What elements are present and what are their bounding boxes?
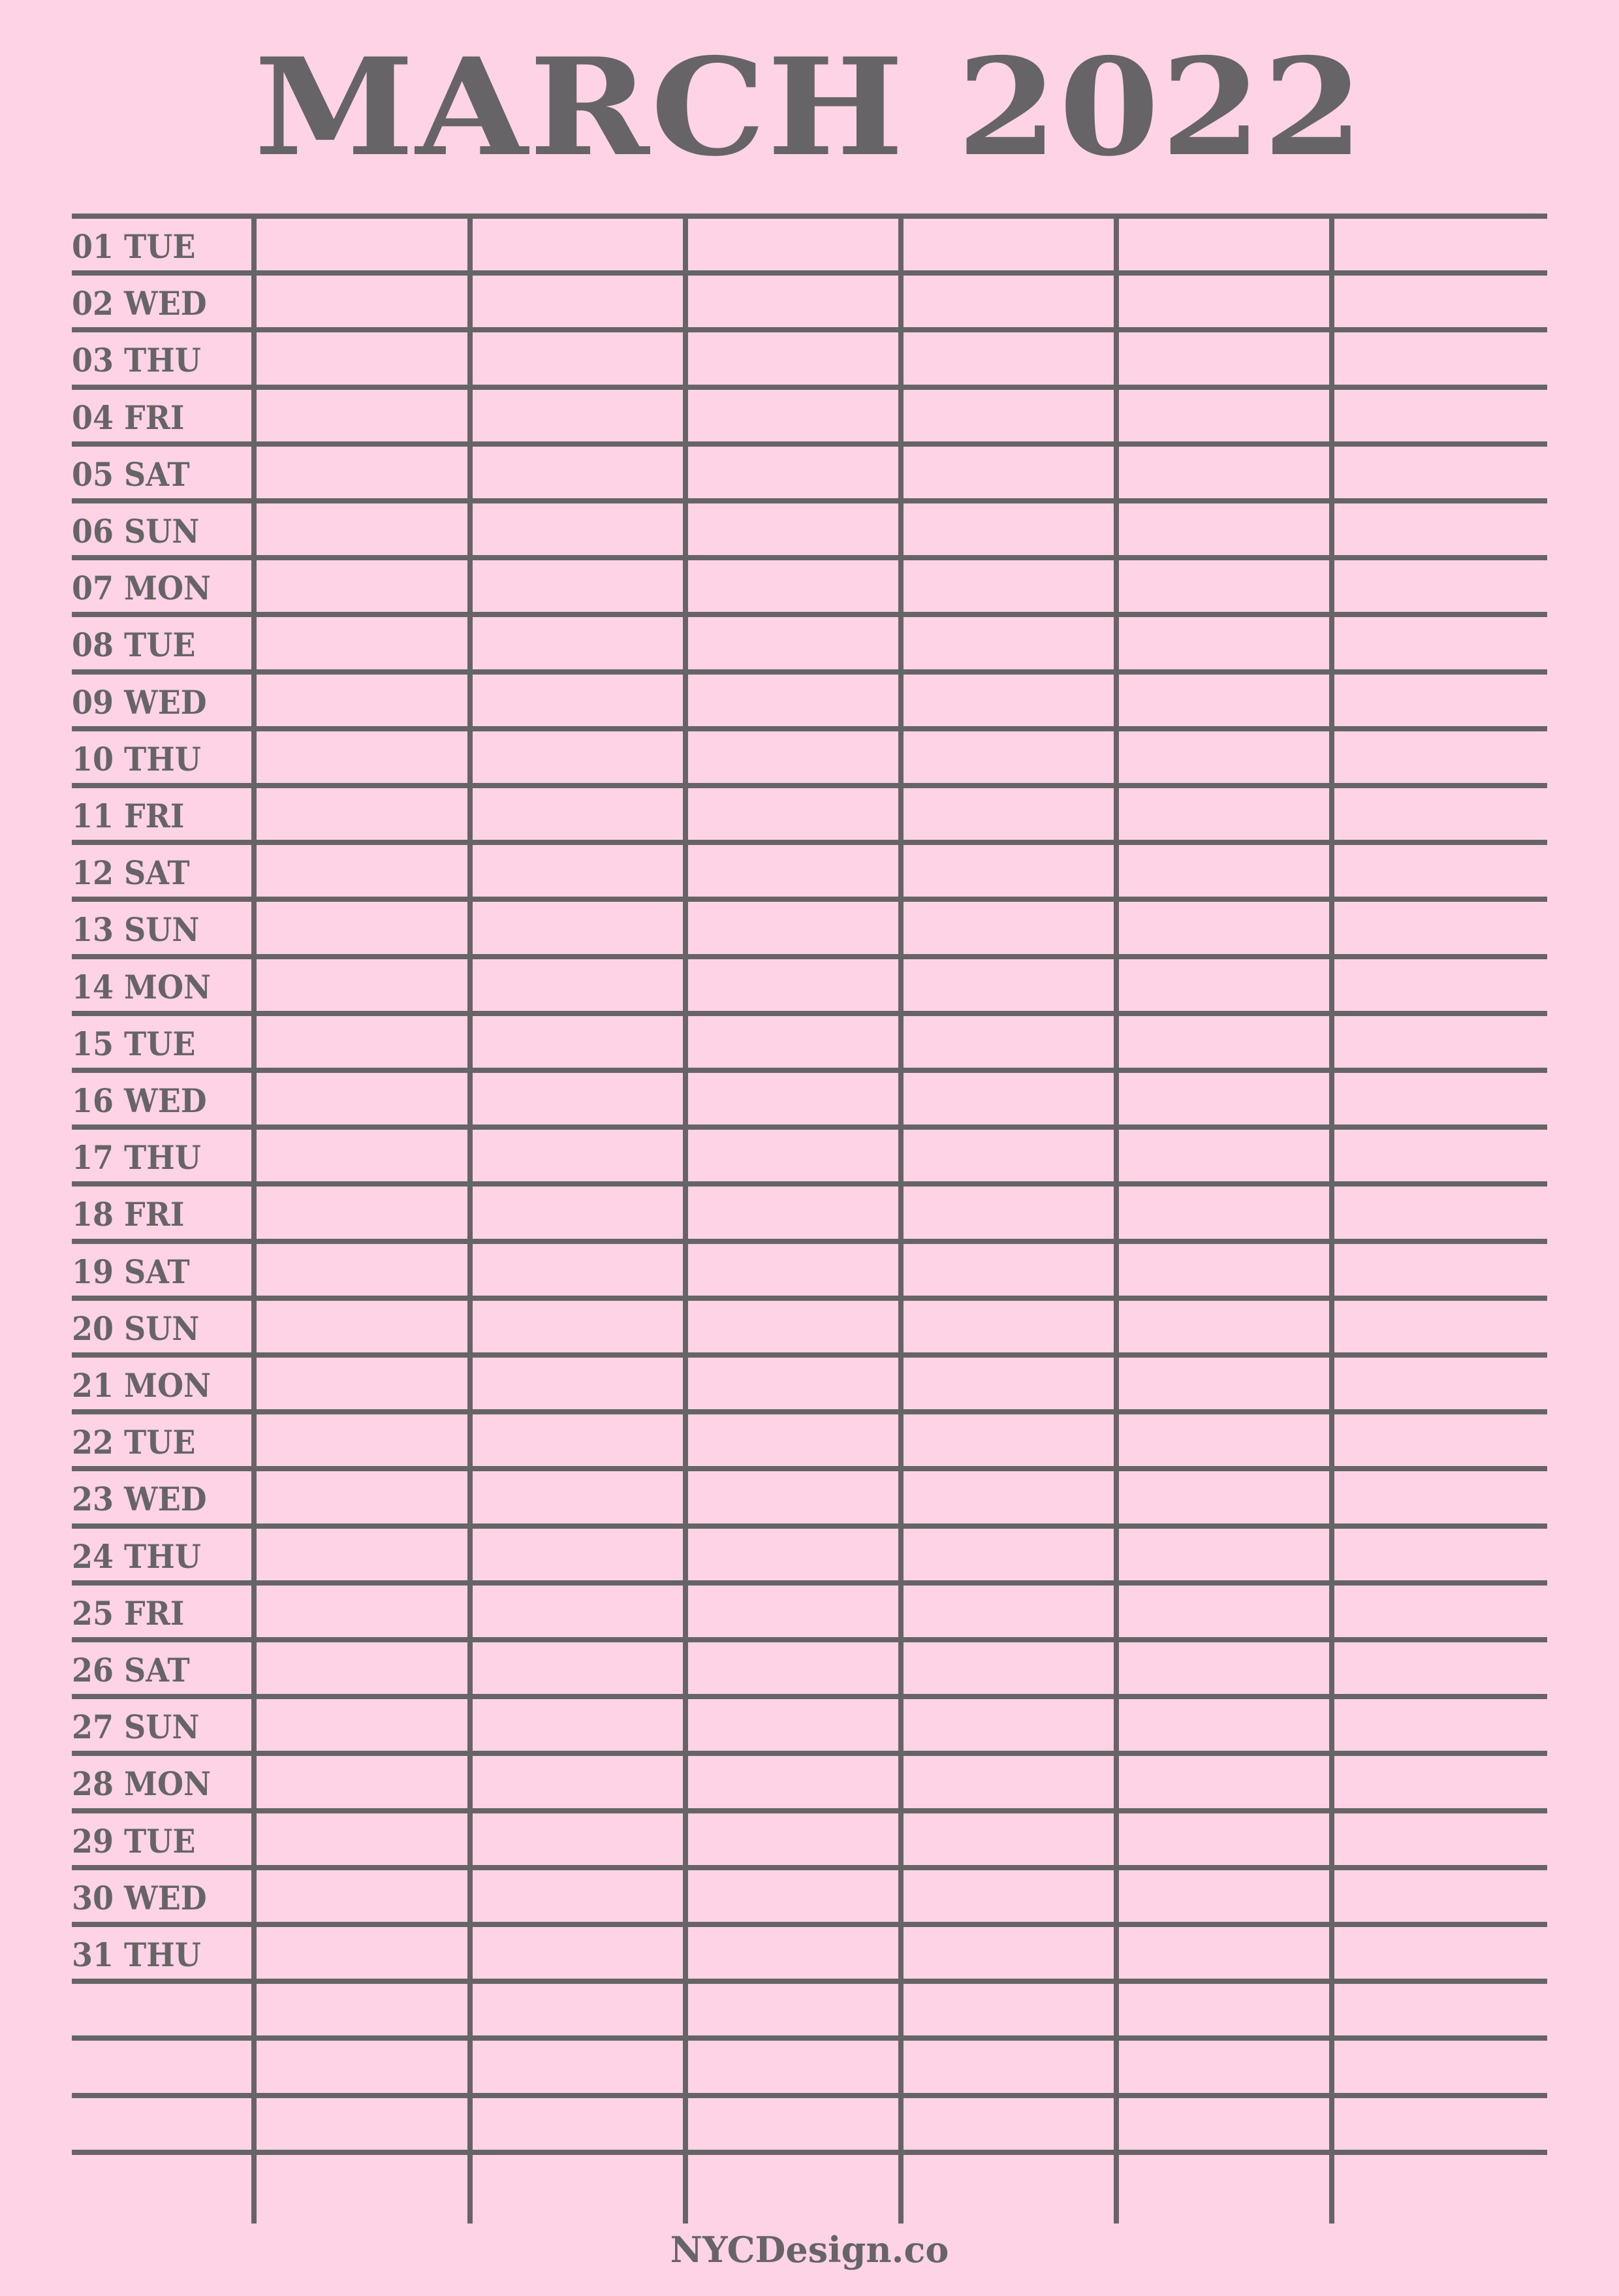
row-divider	[72, 1296, 1547, 1301]
row-divider	[72, 1523, 1547, 1529]
day-label: 14 MON	[72, 967, 212, 1006]
day-label: 13 SUN	[72, 910, 200, 949]
row-divider	[72, 726, 1547, 731]
row-divider	[72, 214, 1547, 219]
day-label: 22 TUE	[72, 1423, 196, 1462]
day-label: 30 WED	[72, 1878, 207, 1917]
row-divider	[72, 498, 1547, 503]
day-label: 28 MON	[72, 1764, 212, 1804]
day-label: 07 MON	[72, 569, 212, 608]
row-divider	[72, 897, 1547, 902]
row-divider	[72, 840, 1547, 845]
row-divider	[72, 954, 1547, 959]
row-divider	[72, 2093, 1547, 2098]
row-divider	[72, 1352, 1547, 1358]
day-label: 15 TUE	[72, 1024, 196, 1063]
day-label: 31 THU	[72, 1936, 201, 1974]
column-divider	[251, 214, 257, 2224]
day-label: 26 SAT	[72, 1651, 190, 1689]
row-divider	[72, 1979, 1547, 1984]
row-divider	[72, 2035, 1547, 2041]
column-divider	[683, 214, 688, 2224]
row-divider	[72, 1068, 1547, 1073]
row-divider	[72, 385, 1547, 390]
day-label: 01 TUE	[72, 227, 196, 266]
day-label: 03 THU	[72, 341, 201, 380]
row-divider	[72, 270, 1547, 276]
row-divider	[72, 327, 1547, 332]
row-divider	[72, 1694, 1547, 1699]
row-divider	[72, 1808, 1547, 1813]
day-label: 18 FRI	[72, 1195, 185, 1234]
column-divider	[898, 214, 904, 2224]
day-label: 11 FRI	[72, 797, 185, 835]
row-divider	[72, 441, 1547, 447]
column-divider	[1329, 214, 1334, 2224]
day-label: 09 WED	[72, 682, 207, 722]
row-divider	[72, 2150, 1547, 2155]
row-divider	[72, 555, 1547, 560]
day-label: 10 THU	[72, 739, 201, 778]
day-label: 16 WED	[72, 1081, 207, 1120]
row-divider	[72, 1466, 1547, 1471]
row-divider	[72, 1751, 1547, 1756]
row-divider	[72, 783, 1547, 788]
row-divider	[72, 1239, 1547, 1244]
day-label: 12 SAT	[72, 853, 190, 893]
row-divider	[72, 669, 1547, 675]
footer-credit: NYCDesign.co	[670, 2229, 949, 2271]
row-divider	[72, 1124, 1547, 1130]
day-label: 04 FRI	[72, 398, 185, 437]
day-label: 23 WED	[72, 1480, 207, 1519]
page-title: MARCH 2022	[254, 29, 1365, 186]
day-label: 20 SUN	[72, 1309, 200, 1348]
day-label: 25 FRI	[72, 1593, 185, 1633]
row-divider	[72, 1181, 1547, 1187]
day-label: 08 TUE	[72, 626, 196, 665]
column-divider	[1114, 214, 1119, 2224]
day-label: 05 SAT	[72, 454, 190, 494]
row-divider	[72, 1865, 1547, 1870]
day-label: 24 THU	[72, 1537, 201, 1576]
row-divider	[72, 1580, 1547, 1586]
row-divider	[72, 612, 1547, 617]
row-divider	[72, 1409, 1547, 1414]
day-label: 21 MON	[72, 1366, 212, 1405]
day-label: 27 SUN	[72, 1708, 200, 1747]
row-divider	[72, 1922, 1547, 1927]
row-divider	[72, 1637, 1547, 1642]
day-label: 29 TUE	[72, 1821, 196, 1860]
day-label: 02 WED	[72, 284, 207, 323]
day-label: 06 SUN	[72, 512, 200, 550]
day-label: 17 THU	[72, 1138, 201, 1177]
day-label: 19 SAT	[72, 1252, 190, 1291]
row-divider	[72, 1011, 1547, 1016]
column-divider	[467, 214, 473, 2224]
